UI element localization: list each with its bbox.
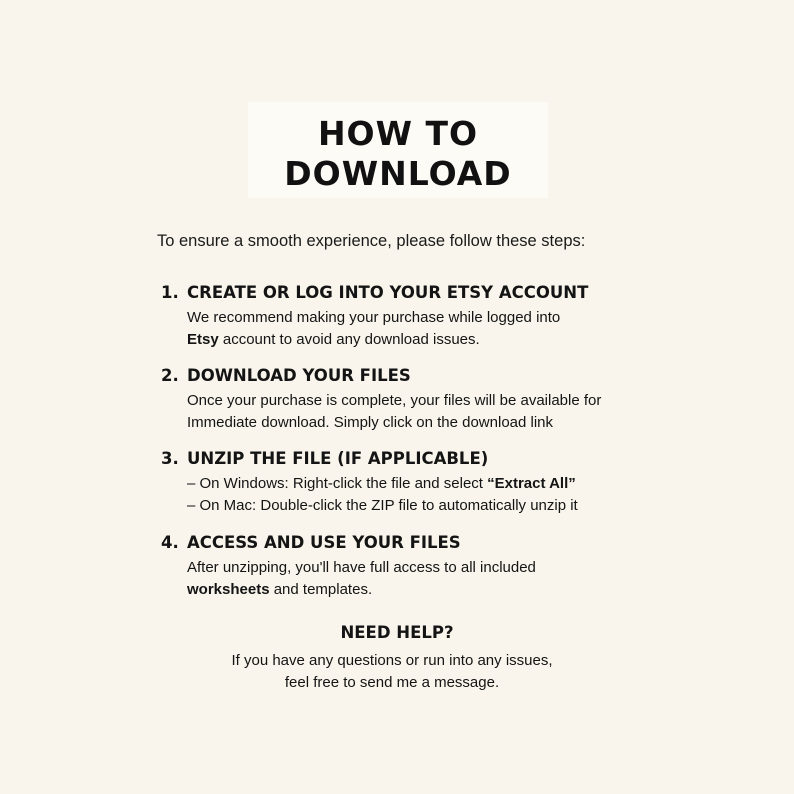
step-2-body xyxy=(187,390,681,433)
step-4-title: ACCESS AND USE YOUR FILES xyxy=(187,533,461,552)
step-4-heading xyxy=(161,532,681,554)
step-3-line-2: – On Mac: Double-click the ZIP file to automatically unzip it xyxy=(187,496,578,514)
step-1-number: 1. xyxy=(161,283,179,302)
step-3-bold-text: “Extract All” xyxy=(487,475,576,492)
step-3-line-1-pre: – On Windows: Right-click the file and select xyxy=(187,475,488,492)
step-2-line-2: Immediate download. Simply click on the download link xyxy=(187,413,554,431)
step-2-number: 2. xyxy=(161,366,179,385)
step-1-body xyxy=(187,307,681,350)
step-3-body xyxy=(187,473,681,516)
step-4-line-1: After unzipping, you'll have full access to all included xyxy=(187,559,536,576)
step-1-bold-text: Etsy xyxy=(187,330,219,348)
step-3 xyxy=(161,448,681,516)
step-4-body xyxy=(187,557,681,600)
step-4-bold-text: worksheets xyxy=(187,580,270,598)
step-3-number: 3. xyxy=(161,449,179,468)
step-1-line-2-rest: account to avoid any download issues. xyxy=(218,330,480,348)
step-4-line-2 xyxy=(187,579,681,601)
step-2-heading xyxy=(161,365,681,387)
step-2-title: DOWNLOAD YOUR FILES xyxy=(187,366,411,385)
step-1-line-2 xyxy=(187,329,681,351)
page-title-line-2: DOWNLOAD xyxy=(284,154,512,193)
step-2 xyxy=(161,365,681,433)
step-4-line-2-rest: and templates. xyxy=(269,580,373,598)
step-4 xyxy=(161,532,681,600)
step-3-heading xyxy=(161,448,681,470)
help-title: NEED HELP? xyxy=(340,623,454,642)
help-line-2: feel free to send me a message. xyxy=(284,674,500,691)
step-1-heading xyxy=(161,282,681,304)
title-box xyxy=(248,102,548,198)
step-3-title: UNZIP THE FILE (IF APPLICABLE) xyxy=(187,449,489,468)
help-line-1: If you have any questions or run into any issues, xyxy=(231,652,553,669)
help-section xyxy=(0,622,794,694)
page-title-line-1: HOW TO xyxy=(317,114,479,153)
step-2-line-1: Once your purchase is complete, your files will be available for xyxy=(187,392,602,409)
step-4-number: 4. xyxy=(161,533,179,552)
intro-text: To ensure a smooth experience, please follow these steps: xyxy=(157,232,586,250)
step-1-title: CREATE OR LOG INTO YOUR ETSY ACCOUNT xyxy=(187,283,589,302)
step-1 xyxy=(161,282,681,350)
step-1-line-1: We recommend making your purchase while logged into xyxy=(187,309,561,326)
step-3-line-1 xyxy=(187,473,681,495)
